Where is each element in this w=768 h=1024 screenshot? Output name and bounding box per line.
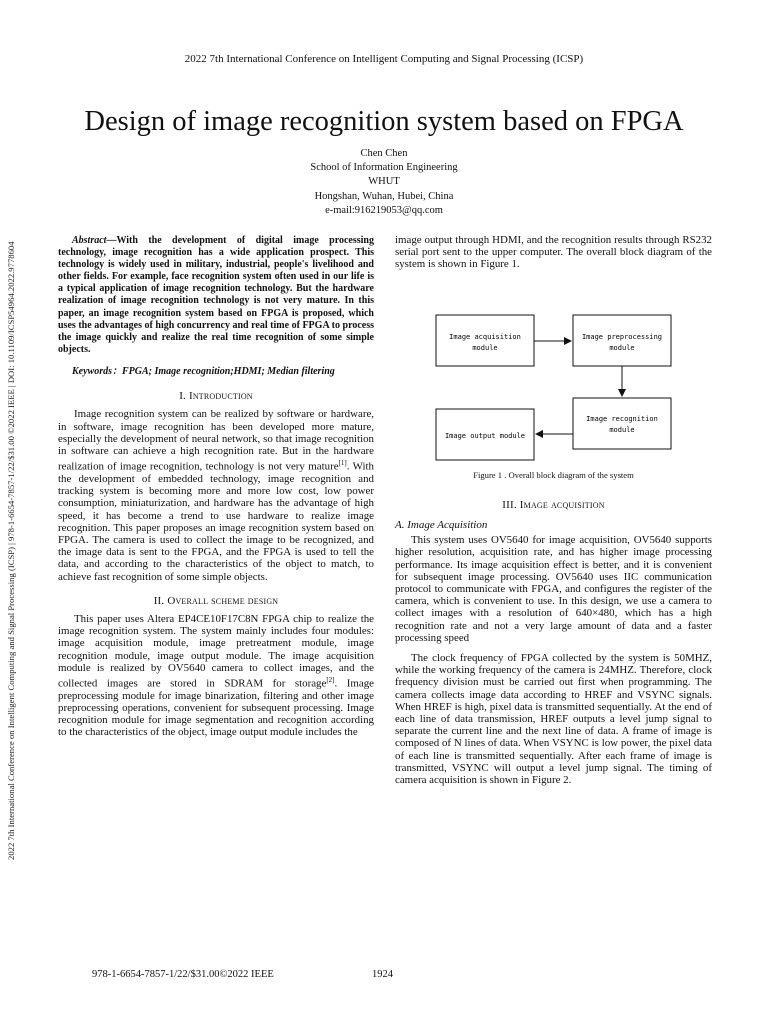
acquisition-paragraph-2: The clock frequency of FPGA collected by the system is 50MHZ, while the working frequency of the camera is 24MHZ. Therefore, clock frequency division must be carried out first when programming. The camera collects image data according to HREF and VSYNC signals. When HREF is high, pixel data is transmitted sequentially. At the end of each line of data transmission, HREF outputs a level jump signal to separate the current line and the next line of data. A frame of image is composed of N lines of data. When VSYNC is low power, the pixel data of each line is transmitted sequentially. After each frame of image is transmitted, VSYNC will output a level jump signal. The timing of camera acquisition is shown in Figure 2. — [395, 652, 712, 787]
intro-paragraph — [58, 408, 374, 582]
intro-text-b: . With the development of embedded technology, image recognition and tracking system is becoming more and more low cost, low power consumption, miniaturization, and hardware has the advantage of high speed, it has become a trend to use hardware to realize image recognition. This paper proposes an image recognition system based on FPGA. The camera is used to collect the image to be recognized, and the image data is sent to the FPGA, and the FPGA is used to tell the data, and according to the characteristics of the object to match, to achieve fast recognition of some simple objects. — [58, 460, 374, 583]
section-heading-image-acquisition: III. Image acquisition — [502, 498, 605, 511]
side-citation-note: 2022 7th International Conference on Intelligent Computing and Signal Processing (ICSP) | 978-1-6654-7857-1/22/$31.00 ©2022 IEEE | DOI: 10.1109/ICSP54964.2022.9778604 — [6, 241, 16, 860]
author-block — [0, 147, 768, 218]
author-institution: WHUT — [368, 176, 400, 188]
block-diagram-svg — [395, 281, 712, 440]
abstract — [58, 235, 374, 356]
keywords: Keywords：FPGA; Image recognition;HDMI; Median filtering — [72, 365, 335, 377]
left-column — [58, 235, 374, 743]
box-acquisition-label-1: Image acquisition — [449, 332, 521, 341]
box-output-label: Image output module — [444, 431, 526, 440]
right-column — [395, 234, 712, 790]
box-recognition-label-2: module — [609, 425, 635, 434]
footer-page-number: 1924 — [372, 969, 393, 980]
subsection-heading-image-acquisition: A. Image Acquisition — [395, 519, 488, 532]
box-preprocessing-label-1: Image preprocessing — [581, 332, 663, 341]
author-name: Chen Chen — [360, 148, 408, 159]
author-affiliation: School of Information Engineering — [310, 162, 458, 174]
intro-text-a: Image recognition system can be realized by software or hardware, in software, image recognition has been developed more mature, especially the development of neural network, so that image recognition in software can achieve a high recognition rate. But in the hardware realization of image recognition, technology is not very mature — [58, 408, 374, 473]
figure-1-caption: Figure 1 . Overall block diagram of the system — [473, 469, 634, 480]
overall-continued-paragraph: image output through HDMI, and the recognition results through RS232 serial port sent to the upper computer. The overall block diagram of the system is shown in Figure 1. — [395, 234, 712, 271]
overall-text-b: . Image preprocessing module for image binarization, filtering and other image preprocessing operations, convenient for subsequent processing. Image recognition module for image segmentation and recognition according to the characteristics of the object, image output module includes the — [58, 677, 374, 739]
box-acquisition-label-2: module — [472, 343, 498, 352]
author-email: e-mail:916219053@qq.com — [325, 204, 443, 216]
acquisition-paragraph-1: This system uses OV5640 for image acquisition, OV5640 supports higher resolution, acquisition rate, and has higher image processing performance. Its image acquisition effect is better, and it is convenient for subsequent image processing. OV5640 uses IIC communication protocol to communicate with FPGA, and configures the register of the camera, which is convenient to use. In this design, we use a camera to collect images with a resolution of 640×480, which has a high recognition rate and not a very large amount of data and a faster processing speed — [395, 534, 712, 644]
section-heading-overall-scheme: II. Overall scheme design — [153, 594, 279, 607]
abstract-label: Abstract — [72, 235, 107, 246]
box-preprocessing-label-2: module — [609, 343, 635, 352]
box-recognition-label-1: Image recognition — [586, 414, 658, 423]
conference-header: 2022 7th International Conference on Intelligent Computing and Signal Processing (ICSP) — [184, 53, 584, 65]
abstract-text: —With the development of digital image processing technology, image recognition has a wide application prospect. This technology is widely used in military, industrial, people's livelihood and other fields. For example, face recognition system often used in our life is a typical application of image recognition technology. But the hardware realization of image recognition technology is not very mature. In this paper, an image recognition system based on FPGA is proposed, which uses the advantages of high concurrency and real time of FPGA to process the image quickly and realize the real time recognition of some simple objects. — [58, 235, 374, 355]
citation-ref-2: [2] — [326, 676, 335, 685]
overall-paragraph — [58, 613, 374, 739]
box-image-recognition — [573, 398, 671, 449]
footer-isbn: 978-1-6654-7857-1/22/$31.00©2022 IEEE — [92, 969, 274, 980]
overall-text-a: This paper uses Altera EP4CE10F17C8N FPGA chip to realize the image recognition system. The system mainly includes four modules: image acquisition module, image pretreatment module, image recognition module, image output module. The image acquisition module is realized by OV5640 camera to collect images, and the collected images are stored in SDRAM for storage — [58, 613, 374, 690]
citation-ref-1: [1] — [338, 459, 347, 468]
section-heading-introduction: I. Introduction — [179, 390, 253, 403]
paper-title: Design of image recognition system based on FPGA — [84, 106, 684, 137]
author-location: Hongshan, Wuhan, Hubei, China — [314, 190, 454, 202]
figure-1-block-diagram — [395, 281, 712, 440]
